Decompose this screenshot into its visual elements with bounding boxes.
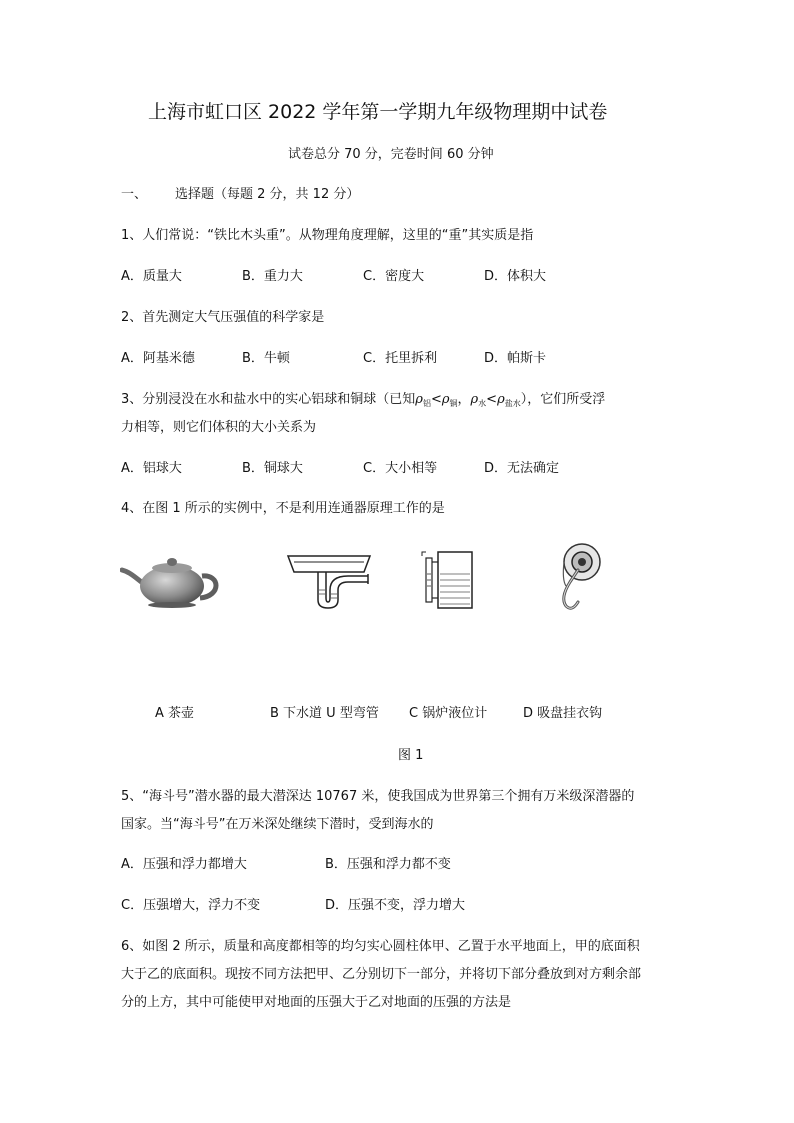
q1-stem: 1、人们常说：“铁比木头重”。从物理角度理解，这里的“重”其实质是指 — [121, 228, 534, 243]
teapot-image — [120, 548, 224, 612]
q5-option-d: D．压强不变，浮力增大 — [325, 898, 466, 913]
q5-option-a: A．压强和浮力都增大 — [121, 857, 247, 872]
q6-stem-line2: 大于乙的底面积。现按不同方法把甲、乙分别切下一部分，并将切下部分叠放到对方剩余部 — [121, 967, 642, 982]
page-subtitle: 试卷总分 70 分，完卷时间 60 分钟 — [288, 147, 494, 162]
q1-option-b: B．重力大 — [242, 269, 303, 284]
q2-option-a: A．阿基米德 — [121, 351, 195, 366]
section-heading: 选择题（每题 2 分，共 12 分） — [175, 187, 360, 202]
rho-symbol: ρ — [470, 392, 479, 407]
q1-option-a: A．质量大 — [121, 269, 182, 284]
q3-option-c: C．大小相等 — [363, 461, 438, 476]
suction-hook-image — [548, 540, 606, 612]
q5-option-c: C．压强增大，浮力不变 — [121, 898, 261, 913]
q3-stem-start: 3、分别浸没在水和盐水中的实心铝球和铜球（已知 — [121, 392, 416, 407]
q2-option-c: C．托里拆利 — [363, 351, 438, 366]
q3-option-b: B．铜球大 — [242, 461, 303, 476]
less-than: < — [430, 392, 442, 407]
q4-caption-b: B 下水道 U 型弯管 — [270, 706, 379, 721]
q6-stem-line3: 分的上方，其中可能使甲对地面的压强大于乙对地面的压强的方法是 — [121, 995, 512, 1010]
q3-option-a: A．铝球大 — [121, 461, 182, 476]
page-title: 上海市虹口区 2022 学年第一学期九年级物理期中试卷 — [148, 101, 608, 123]
q6-stem-line1: 6、如图 2 所示，质量和高度都相等的均匀实心圆柱体甲、乙置于水平地面上，甲的底面积 — [121, 939, 640, 954]
q3-option-d: D．无法确定 — [484, 461, 560, 476]
boiler-level-gauge-image — [418, 548, 474, 610]
q4-stem: 4、在图 1 所示的实例中，不是利用连通器原理工作的是 — [121, 501, 445, 516]
q3-stem — [121, 392, 605, 412]
q5-stem-line1: 5、“海斗号”潜水器的最大潜深达 10767 米，使我国成为世界第三个拥有万米级深潜器的 — [121, 789, 635, 804]
q3-stem-line2: 力相等，则它们体积的大小关系为 — [121, 420, 317, 435]
q1-option-d: D．体积大 — [484, 269, 547, 284]
q4-caption-d: D 吸盘挂衣钩 — [523, 706, 603, 721]
sub-saltwater: 盐水 — [504, 399, 521, 408]
q1-option-c: C．密度大 — [363, 269, 425, 284]
q2-option-d: D．帕斯卡 — [484, 351, 547, 366]
rho-symbol: ρ — [441, 392, 450, 407]
rho-symbol: ρ — [415, 392, 423, 407]
q4-caption-c: C 锅炉液位计 — [409, 706, 488, 721]
q5-option-b: B．压强和浮力都不变 — [325, 857, 451, 872]
q3-stem-end: ），它们所受浮 — [520, 392, 606, 407]
sub-copper: 铜 — [449, 399, 458, 408]
q5-stem-line2: 国家。当“海斗号”在万米深处继续下潜时，受到海水的 — [121, 817, 434, 832]
sub-water: 水 — [478, 399, 487, 408]
q2-option-b: B．牛顿 — [242, 351, 290, 366]
comma: ， — [457, 392, 471, 407]
section-number: 一、 — [121, 187, 148, 202]
sub-aluminum: 铝 — [422, 399, 431, 408]
less-than: < — [486, 392, 498, 407]
q4-caption-a: A 茶壶 — [155, 706, 195, 721]
figure-1-label: 图 1 — [398, 748, 424, 763]
q2-stem: 2、首先测定大气压强值的科学家是 — [121, 310, 325, 325]
u-bend-pipe-image — [284, 550, 374, 612]
rho-symbol: ρ — [497, 392, 505, 407]
